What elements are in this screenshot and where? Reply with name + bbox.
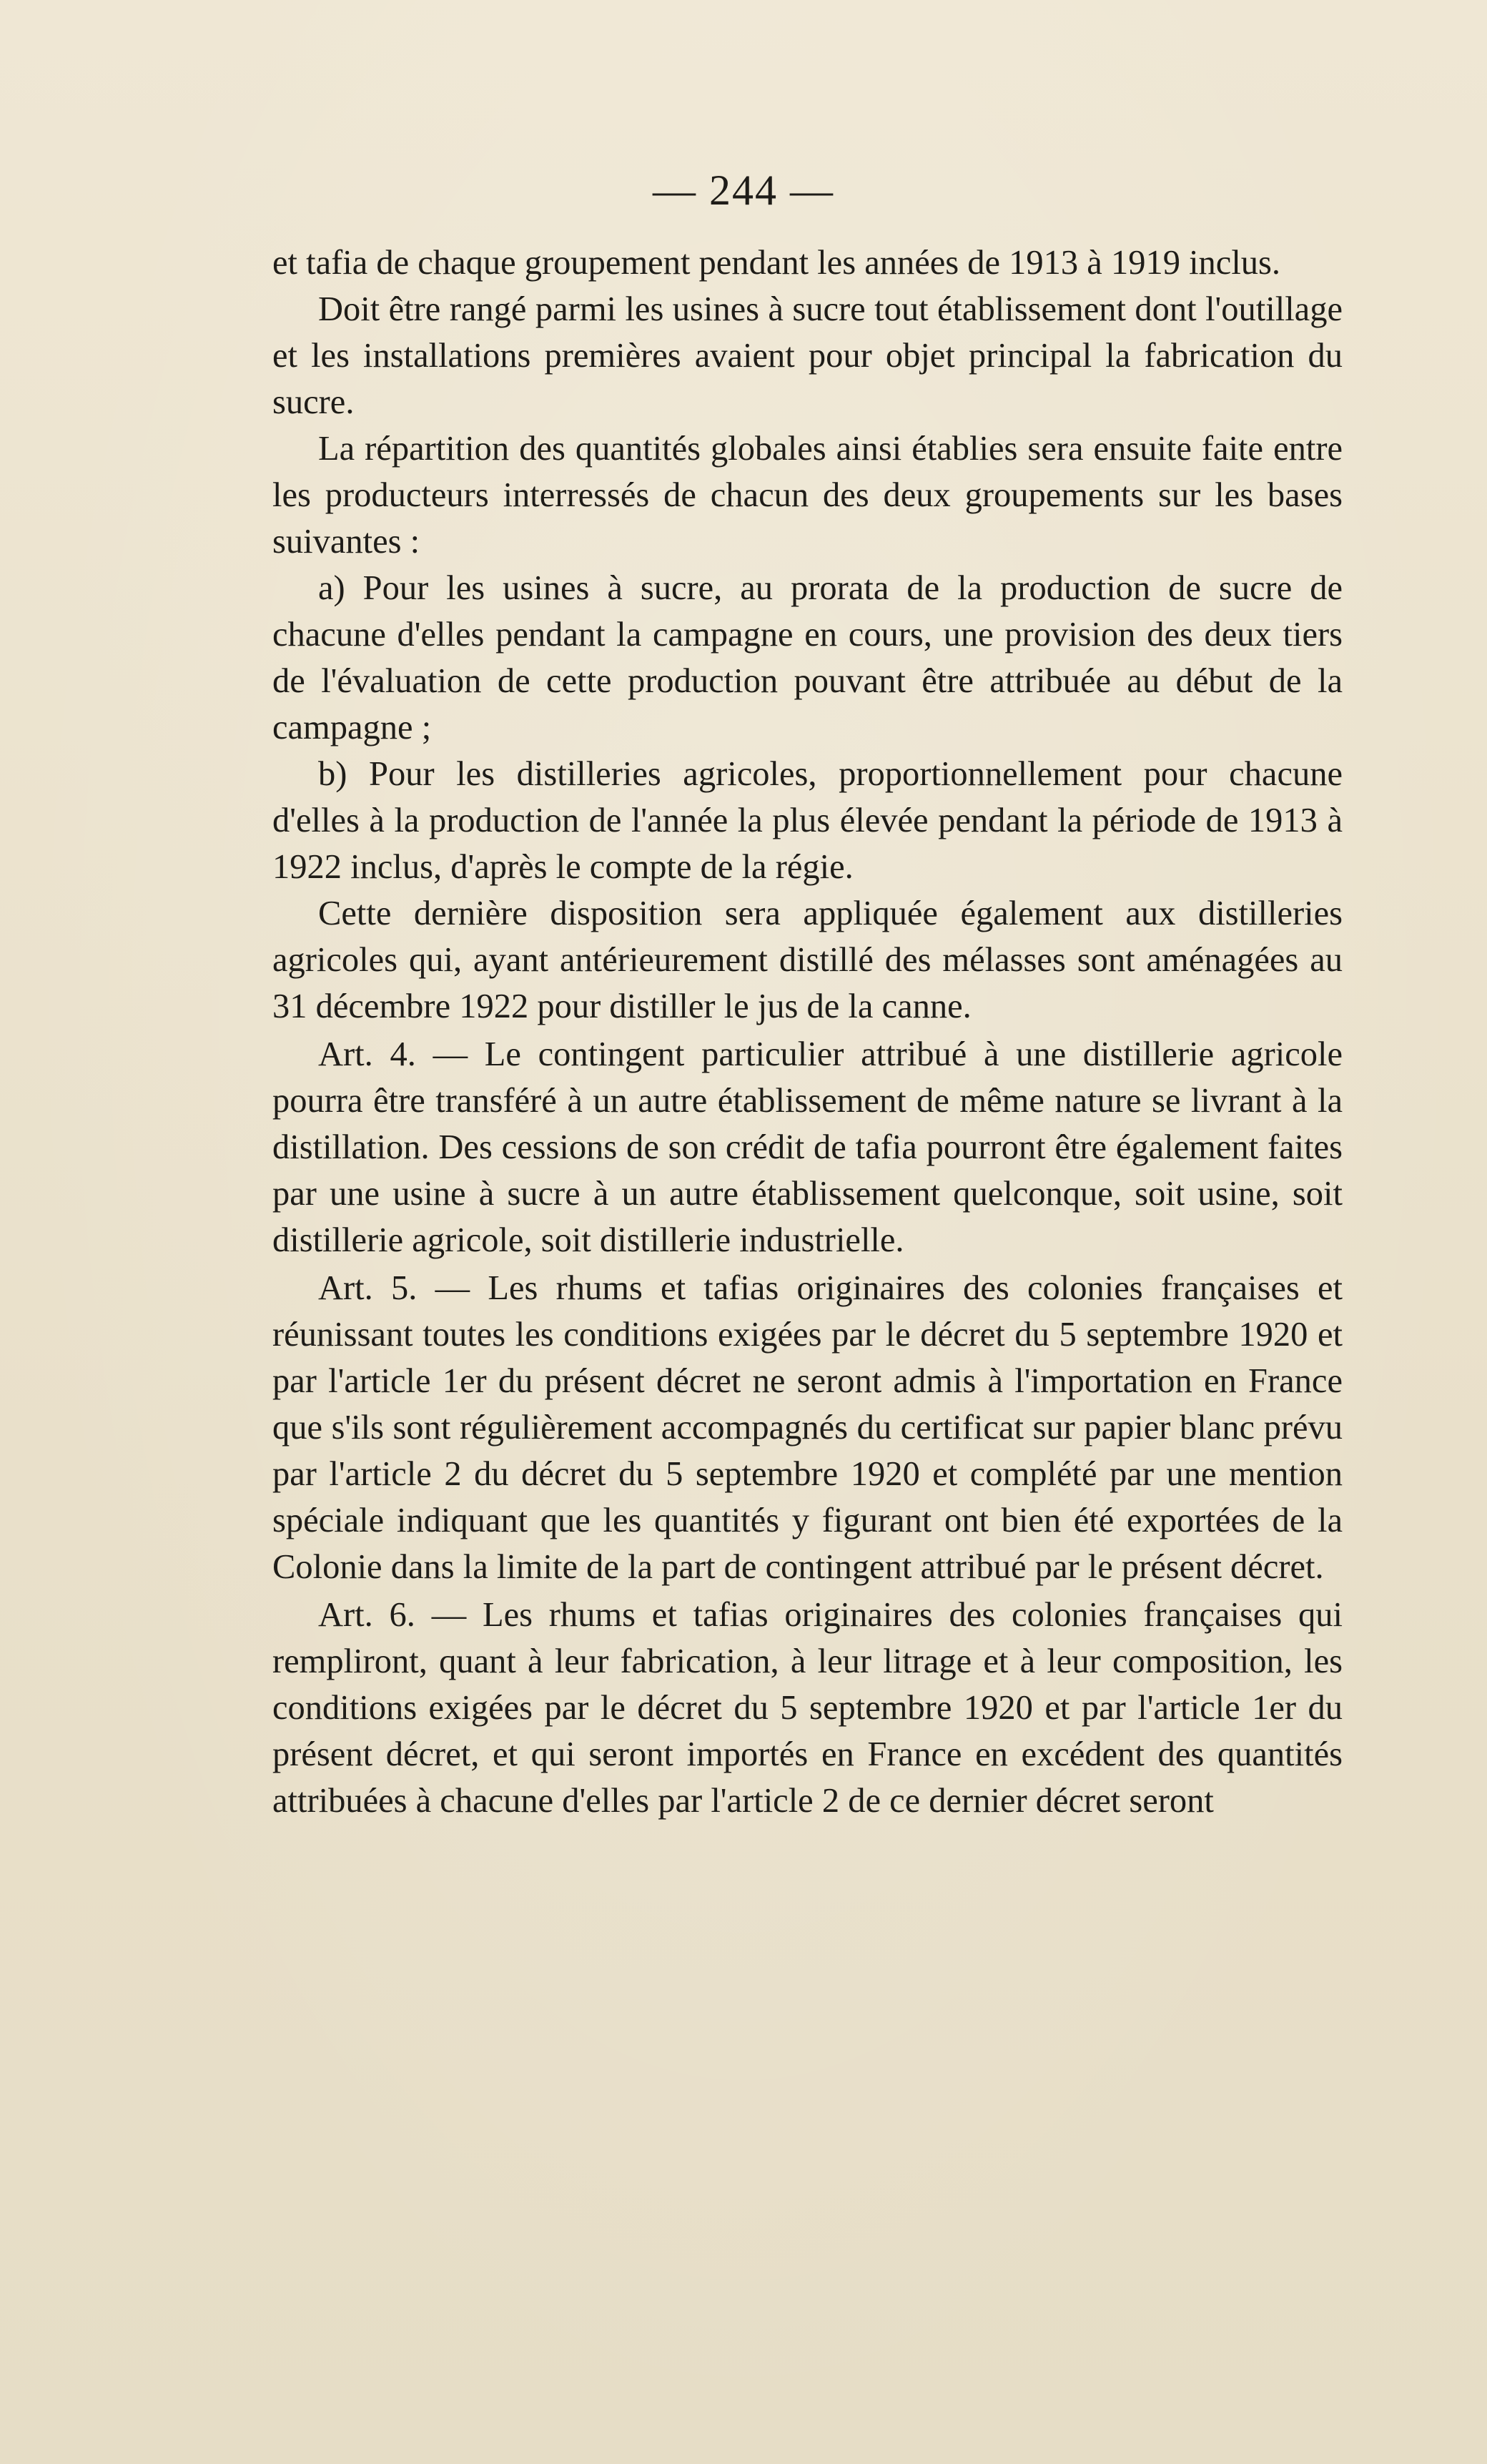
- paragraph-article-4: Art. 4. — Le contingent particulier attribué à une distillerie agricole pourra être transféré à un autre établissement de même nature se livrant à la distillation. Des cessions de son crédit de tafia pourront être également faites par une usine à sucre à un autre établissement quelconque, soit usine, soit distillerie agricole, soit distillerie industrielle.: [272, 1035, 1343, 1259]
- paragraph-sugar-factory-definition: Doit être rangé parmi les usines à sucre tout établissement dont l'outillage et les installations premières avaient pour objet principal la fabrication du sucre.: [272, 290, 1343, 421]
- paragraph-continuation: et tafia de chaque groupement pendant les années de 1913 à 1919 inclus.: [272, 244, 1281, 282]
- paragraph-item-b: b) Pour les distilleries agricoles, proportionnellement pour chacune d'elles à la production de l'année la plus élevée pendant la période de 1913 à 1922 inclus, d'après le compte de la régie.: [272, 755, 1343, 886]
- paragraph-distribution-rule: La répartition des quantités globales ainsi établies sera ensuite faite entre les producteurs interressés de chacun des deux groupements sur les bases suivantes :: [272, 430, 1343, 561]
- paragraph-last-disposition: Cette dernière disposition sera appliquée également aux distilleries agricoles qui, ayant antérieurement distillé des mélasses sont aménagées au 31 décembre 1922 pour distiller le jus de la canne.: [272, 895, 1343, 1025]
- body-text: [272, 240, 1343, 1824]
- paragraph-article-5: Art. 5. — Les rhums et tafias originaires des colonies françaises et réunissant toutes les conditions exigées par le décret du 5 septembre 1920 et par l'article 1er du présent décret ne seront admis à l'importation en France que s'ils sont régulièrement accompagnés du certificat sur papier blanc prévu par l'article 2 du décret du 5 septembre 1920 et complété par une mention spéciale indiquant que les quantités y figurant ont bien été exportées de la Colonie dans la limite de la part de contingent attribué par le présent décret.: [272, 1269, 1343, 1586]
- page-number: — 244 —: [653, 167, 834, 214]
- paragraph-item-a: a) Pour les usines à sucre, au prorata de la production de sucre de chacune d'elles pendant la campagne en cours, une provision des deux tiers de l'évaluation de cette production pouvant être attribuée au début de la campagne ;: [272, 569, 1343, 746]
- paragraph-article-6: Art. 6. — Les rhums et tafias originaires des colonies françaises qui rempliront, quant à leur fabrication, à leur litrage et à leur composition, les conditions exigées par le décret du 5 septembre 1920 et par l'article 1er du présent décret, et qui seront importés en France en excédent des quantités attribuées à chacune d'elles par l'article 2 de ce dernier décret seront: [272, 1596, 1343, 1820]
